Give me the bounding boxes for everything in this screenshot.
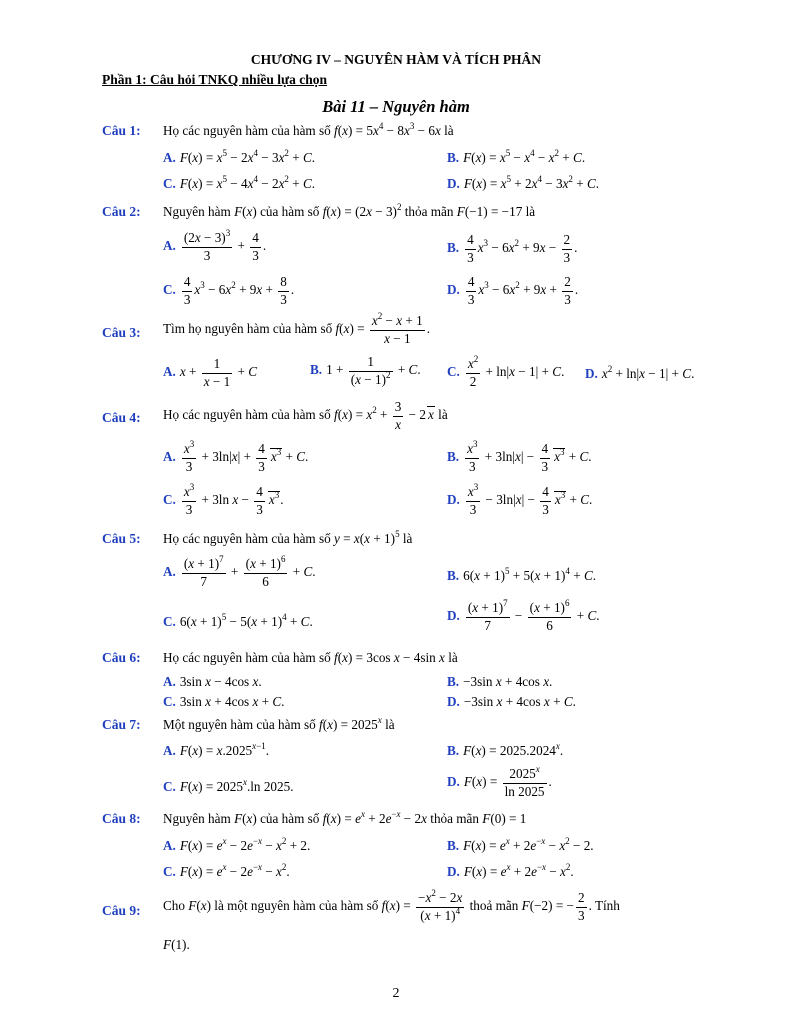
question-8-option-c[interactable]: C. $F(x) = e^x - 2e^{-x} - x^2$. (163, 862, 290, 879)
question-5-stem: Họ các nguyên hàm của hàm số $y = x(x + 1)^5$ là (163, 529, 413, 546)
question-4-label: Câu 4: (102, 410, 141, 425)
question-5-option-a[interactable]: A. $\frac{(x + 1)^7}{7}$ + $\frac{(x + 1)^6}{6}$ + C. (163, 554, 316, 589)
question-7-option-c[interactable]: C. $F(x) = 2025^x.\ln$ 2025. (163, 777, 294, 794)
question-2-label: Câu 2: (102, 204, 141, 219)
question-6-option-d[interactable]: D. −3sin x + 4cos x + C. (447, 694, 576, 709)
question-9-label: Câu 9: (102, 903, 141, 918)
question-6-option-c[interactable]: C. 3sin x + 4cos x + C. (163, 694, 285, 709)
question-7-stem: Một nguyên hàm của hàm số $f(x) = 2025^x$ là (163, 715, 395, 732)
question-2-option-d[interactable]: D. $\frac{4}{3}$ $x^3 - 6x^2 + 9x$ + $\frac{2}{3}$ . (447, 274, 579, 307)
chapter-title: CHƯƠNG IV – NGUYÊN HÀM VÀ TÍCH PHÂN (250, 52, 542, 67)
question-1-stem: Họ các nguyên hàm của hàm số $f(x) = 5x^4 - 8x^3 - 6x$ là (163, 121, 454, 138)
question-5-option-c[interactable]: C. $6(x + 1)^5 - 5(x + 1)^4 + C$. (163, 612, 313, 629)
question-5-option-b[interactable]: B. $6(x + 1)^5 + 5(x + 1)^4 + C$. (447, 566, 597, 583)
question-2-option-b[interactable]: B. $\frac{4}{3}$ $x^3 - 6x^2 + 9x$ − $\frac{2}{3}$ . (447, 232, 578, 265)
question-6-stem: Họ các nguyên hàm của hàm số f(x) = 3cos x − 4sin x là (163, 650, 458, 665)
question-7-option-a[interactable]: A. $F(x) = x.2025^{x-1}$. (163, 741, 269, 758)
question-1-label: Câu 1: (102, 123, 141, 138)
question-7-label: Câu 7: (102, 717, 141, 732)
question-7-option-b[interactable]: B. $F(x) = 2025.2024^x$. (447, 741, 564, 758)
question-8-option-b[interactable]: B. $F(x) = e^x + 2e^{-x} - x^2 - 2$. (447, 836, 594, 853)
question-5-option-d[interactable]: D. $\frac{(x + 1)^7}{7}$ − $\frac{(x + 1)^6}{6}$ + C. (447, 598, 600, 633)
question-4-option-d[interactable]: D. $\frac{x^3}{3}$ − 3ln|x| − $\frac{4}{3}$ $x^3 + C$. (447, 482, 593, 517)
question-3-label: Câu 3: (102, 325, 141, 340)
question-4-option-b[interactable]: B. $\frac{x^3}{3}$ + 3ln|x| − $\frac{4}{3}$ $x^3 + C$. (447, 439, 592, 474)
question-2-option-c[interactable]: C. $\frac{4}{3}$ $x^3 - 6x^2 + 9x$ + $\frac{8}{3}$ . (163, 274, 295, 307)
question-9-stem-continued: F(1). (163, 937, 190, 952)
question-1-option-b[interactable]: B. $F(x) = x^5 - x^4 - x^2 + C$. (447, 148, 586, 165)
question-3-option-d[interactable]: D. $x^2 + \ln|x - 1| + C$. (585, 364, 695, 381)
question-1-option-d[interactable]: D. $F(x) = x^5 + 2x^4 - 3x^2 + C$. (447, 174, 600, 191)
question-6-option-b[interactable]: B. −3sin x + 4cos x. (447, 674, 553, 689)
part-title: Phần 1: Câu hỏi TNKQ nhiều lựa chọn (102, 72, 328, 87)
question-2-option-a[interactable]: A. $\frac{(2x - 3)^3}{3}$ + $\frac{4}{3}$ . (163, 228, 267, 263)
question-3-option-a[interactable]: A. x + $\frac{1}{x - 1}$ + C (163, 356, 258, 389)
question-8-option-a[interactable]: A. $F(x) = e^x - 2e^{-x} - x^2 + 2$. (163, 836, 311, 853)
question-5-label: Câu 5: (102, 531, 141, 546)
lesson-title: Bài 11 – Nguyên hàm (322, 97, 470, 116)
page-number: 2 (392, 986, 400, 1001)
question-3-option-b[interactable]: B. 1 + $\frac{1}{(x - 1)^2}$ + C. (310, 354, 421, 387)
question-6-option-a[interactable]: A. 3sin x − 4cos x. (163, 674, 262, 689)
question-9-stem: Cho F(x) là một nguyên hàm của hàm số f(x) = $\frac{-x^2 - 2x}{(x + 1)^4}$ thoả mãn F(−2) = − $\frac{2}{3}$ . Tính (163, 888, 620, 923)
question-4-option-c[interactable]: C. $\frac{x^3}{3}$ + 3ln x − $\frac{4}{3}$ $x^3$. (163, 482, 284, 517)
question-6-label: Câu 6: (102, 650, 141, 665)
question-8-label: Câu 8: (102, 811, 141, 826)
question-8-stem: Nguyên hàm F(x) của hàm số $f(x) = e^x + 2e^{-x} - 2x$ thỏa mãn F(0) = 1 (163, 809, 527, 826)
question-4-option-a[interactable]: A. $\frac{x^3}{3}$ + 3ln|x| + $\frac{4}{3}$ $x^3 + C$. (163, 439, 309, 474)
question-1-option-a[interactable]: A. $F(x) = x^5 - 2x^4 - 3x^2 + C$. (163, 148, 316, 165)
question-7-option-d[interactable]: D. F(x) = $\frac{2025^x}{\ln 2025}$ . (447, 764, 552, 799)
question-4-stem: Họ các nguyên hàm của hàm số $f(x) = x^2$ + $\frac{3}{x}$ − 2 x là (163, 399, 448, 432)
question-3-stem: Tìm họ nguyên hàm của hàm số f(x) = $\frac{x^2 - x + 1}{x - 1}$ . (163, 311, 431, 346)
question-1-option-c[interactable]: C. $F(x) = x^5 - 4x^4 - 2x^2 + C$. (163, 174, 316, 191)
question-3-option-c[interactable]: C. $\frac{x^2}{2}$ + ln|x − 1| + C. (447, 354, 565, 389)
question-8-option-d[interactable]: D. $F(x) = e^x + 2e^{-x} - x^2$. (447, 862, 574, 879)
question-2-stem: Nguyên hàm F(x) của hàm số $f(x) = (2x - 3)^2$ thỏa mãn F(−1) = −17 là (163, 202, 536, 219)
